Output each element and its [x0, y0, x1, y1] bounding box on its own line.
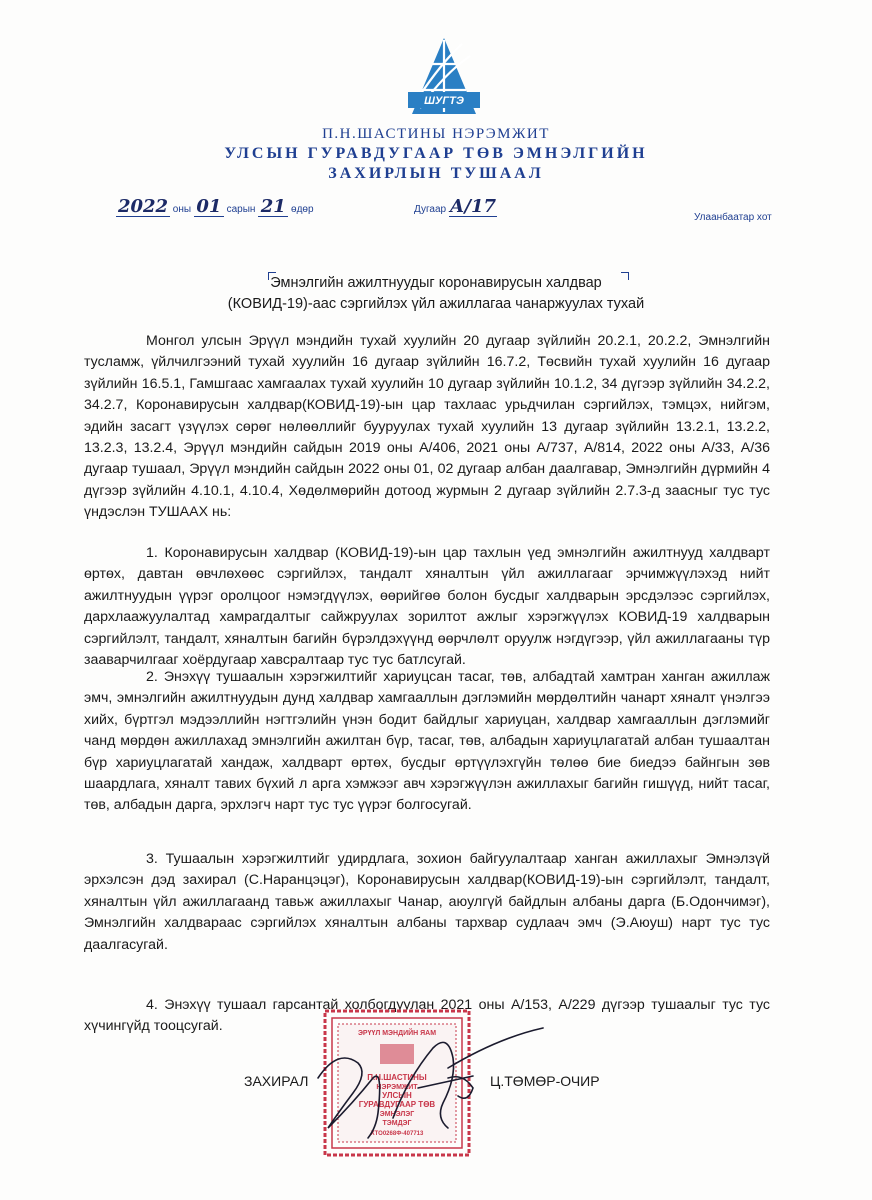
- item-1-text: 1. Коронавирусын халдвар (КОВИД-19)-ын цар тахлын үед эмнэлгийн ажилтнууд халдварт өртөх, давтан өвчлөхөөс сэргийлэх, тандалт хяналтын үйл ажиллагааг эрчимжүүлэхэд нийт ажилтнуудын үүрэг оролцоог нэмэгдүүлэх, өөрийгөө болон бусдыг халдварын эрсдэлээс сэргийлэх, дархлаажуулалтад хамрагдалтыг сайжруулах зорилтот ажлыг хэрэгжүүлэх КОВИД-19 халдварын сэргийлэлт, тандалт, хяналтын багийн бүрэлдэхүүнд өөрчлөлт оруулж нэгдүгээр, үйл ажиллагааны түр зааварчилгааг хоёрдугаар хавсралтаар тус тус батлсугай.: [84, 545, 770, 669]
- order-title-line-2: (КОВИД-19)-аас сэргийлэх үйл ажиллагаа чанаржуулах тухай: [227, 296, 645, 312]
- item-2-text: 2. Энэхүү тушаалын хэрэгжилтийг хариуцсан тасаг, төв, албадтай хамтран ханган ажиллаж эмч, эмнэлгийн ажилтнуудын дунд халдвар хамгааллын дэглэмийн мөрдөлтийн чанарт хяналт үнэлгээ хийх, бүртгэл мэдээллийн нэгтгэлийн үнэн бодит байдлыг хариуцан, халдвар хамгааллын дэглэмийг чанд мөрдөн ажиллахад эмнэлгийн ажилтан бүр, тасаг, төв, албадын хариуцлагатай албан тушаалтан бүр хариуцлагатай хандаж, халдварт өртөх, бусдыг өртүүлэхгүйн төлөө бие биедээ байнгын зөв шаардлага, хяналт тавих бүхий л арга хэмжээг авч хэрэгжүүлэн ажиллахыг багийн гишүүд, нийт тасаг, төв, албадын дарга, эрхлэгч нарт тус тус үүрэг болгосугай.: [84, 669, 770, 814]
- preamble-text: Монгол улсын Эрүүл мэндийн тухай хуулийн 20 дугаар зүйлийн 20.2.1, 20.2.2, Эмнэлгийн тусламж, үйлчилгээний тухай хуулийн 16 дугаар зүйлийн 16.7.2, Төсвийн тухай хуулийн 16 дугаар зүйлийн 16.5.1, Гамшгаас хамгаалах тухай хуулийн 10 дугаар зүйлийн 10.1.2, 34 дүгээр зүйлийн 34.2.2, 34.2.7, Коронавирусын халдвар(КОВИД-19)-ын цар тахлаас урьдчилан сэргийлэх, тэмцэх, нийгэм, эдийн засагт үзүүлэх сөрөг нөлөөллийг бууруулах тухай хуулийн 13 дугаар зүйлийн 13.2.1, 13.2.2, 13.2.3, 13.2.4, Эрүүл мэндийн сайдын 2019 оны А/406, 2021 оны А/737, А/814, 2022 оны А/33, А/36 дугаар тушаал, Эрүүл мэндийн сайдын 2022 оны 01, 02 дугаар албан даалгавар, Эмнэлгийн дүрмийн 4 дүгээр зүйлийн 4.10.1, 4.10.4, Хөдөлмөрийн дотоод журмын 2 дугаар зүйлийн 2.7.3-д заасныг тус тус үндэслэн ТУШААХ нь:: [84, 333, 770, 521]
- header-line-1: П.Н.ШАСТИНЫ НЭРЭМЖИТ: [322, 126, 550, 142]
- date-field: [116, 198, 314, 217]
- stamp-line-2: НЭРЭМЖИТ: [376, 1084, 418, 1091]
- date-year: 2022: [117, 196, 169, 217]
- hospital-logo: [400, 34, 488, 118]
- stamp-line-4: ГУРАВДУГААР ТӨВ: [358, 1100, 436, 1109]
- header-line-3: ЗАХИРЛЫН ТУШААЛ: [328, 165, 544, 182]
- signatory-position: ЗАХИРАЛ: [244, 1073, 309, 1089]
- item-4-text: 4. Энэхүү тушаал гарсантай холбогдуулан 2021 оны А/153, А/229 дүгээр тушаалыг тус тус хүчингүйд тооцсугай.: [84, 997, 770, 1035]
- item-3-text: 3. Тушаалын хэрэгжилтийг удирдлага, зохион байгуулалтаар ханган ажиллахыг Эмнэлзүй эрхэлсэн дэд захирал (С.Наранцэцэг), Коронавирусын халдвар(КОВИД-19)-ын сэргийлэлт, тандалт, хяналтын үйл ажиллагаанд тавьж ажиллахыг Чанар, аюулгүй байдлын албаны дарга (Б.Одончимэг), Эмнэлгийн халдвараас сэргийлэх хяналтын албаны тархвар судлаач эмч (Э.Аюуш) нарт тус тус даалгасугай.: [84, 851, 770, 953]
- city-label: Улаанбаатар хот: [694, 212, 772, 223]
- date-month-suffix: сарын: [226, 204, 256, 215]
- date-year-suffix: оны: [172, 204, 192, 215]
- signatory-name: Ц.ТӨМӨР-ОЧИР: [490, 1073, 600, 1089]
- item-2-paragraph: [84, 667, 770, 817]
- stamp-line-7: ХТО0268Ф-407713: [370, 1131, 424, 1137]
- stamp-text-top: ЭРҮҮЛ МЭНДИЙН ЯАМ: [357, 1030, 437, 1037]
- item-1-paragraph: [84, 543, 770, 671]
- date-day: 21: [258, 198, 288, 217]
- stamp-line-1: П.Н.ШАСТИНЫ: [367, 1073, 427, 1082]
- order-number-field: [414, 198, 497, 217]
- stamp-line-5: ЭМНЭЛЭГ: [379, 1111, 415, 1118]
- stamp-line-3: УЛСЫН: [382, 1091, 412, 1100]
- item-3-paragraph: [84, 849, 770, 956]
- header-line-2: УЛСЫН ГУРАВДУГААР ТӨВ ЭМНЭЛГИЙН: [224, 145, 648, 162]
- order-number: А/17: [449, 196, 497, 217]
- date-day-suffix: өдөр: [291, 204, 314, 215]
- order-number-label: Дугаар: [414, 204, 447, 215]
- date-month: 01: [194, 198, 224, 217]
- stamp-line-6: ТЭМДЭГ: [382, 1120, 412, 1127]
- logo-text: ШУГТЭ: [424, 95, 464, 107]
- order-title-line-1: Эмнэлгийн ажилтнуудыг коронавирусын халдвар: [270, 275, 602, 291]
- preamble-paragraph: [84, 331, 770, 524]
